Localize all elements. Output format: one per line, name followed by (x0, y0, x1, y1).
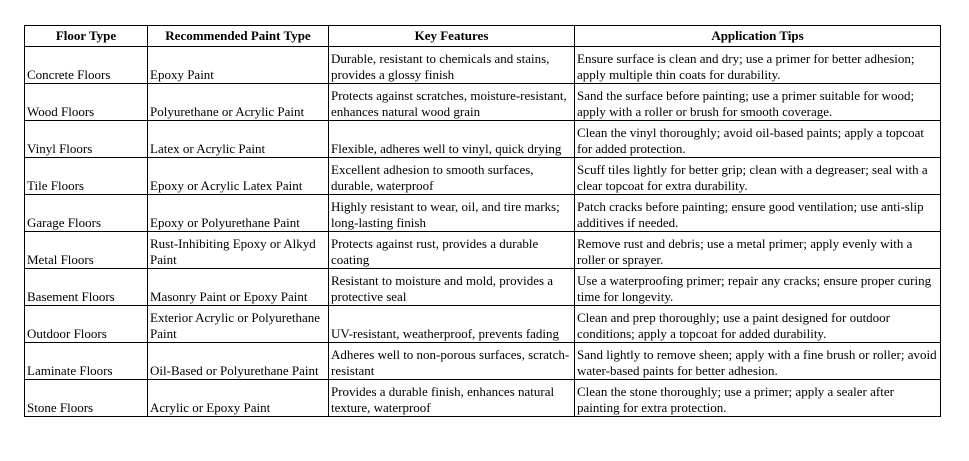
header-application-tips: Application Tips (575, 26, 941, 47)
cell-paint-type: Latex or Acrylic Paint (148, 121, 329, 158)
cell-floor-type: Metal Floors (25, 232, 148, 269)
cell-floor-type: Vinyl Floors (25, 121, 148, 158)
cell-key-features: Durable, resistant to chemicals and stains, provides a glossy finish (329, 47, 575, 84)
cell-key-features: Excellent adhesion to smooth surfaces, durable, waterproof (329, 158, 575, 195)
header-paint-type: Recommended Paint Type (148, 26, 329, 47)
cell-key-features: Resistant to moisture and mold, provides a protective seal (329, 269, 575, 306)
cell-key-features: Adheres well to non-porous surfaces, scratch-resistant (329, 343, 575, 380)
floor-paint-table (24, 25, 941, 417)
cell-paint-type: Epoxy or Acrylic Latex Paint (148, 158, 329, 195)
cell-key-features: Flexible, adheres well to vinyl, quick drying (329, 121, 575, 158)
paint-table-container (24, 25, 941, 417)
cell-paint-type: Rust-Inhibiting Epoxy or Alkyd Paint (148, 232, 329, 269)
header-row (25, 26, 941, 47)
cell-application-tips: Sand the surface before painting; use a primer suitable for wood; apply with a roller or brush for smooth coverage. (575, 84, 941, 121)
header-floor-type: Floor Type (25, 26, 148, 47)
table-row (25, 343, 941, 380)
cell-key-features: Protects against scratches, moisture-resistant, enhances natural wood grain (329, 84, 575, 121)
cell-application-tips: Ensure surface is clean and dry; use a primer for better adhesion; apply multiple thin coats for durability. (575, 47, 941, 84)
cell-key-features: Protects against rust, provides a durable coating (329, 232, 575, 269)
cell-paint-type: Oil-Based or Polyurethane Paint (148, 343, 329, 380)
table-row (25, 121, 941, 158)
cell-application-tips: Clean the stone thoroughly; use a primer; apply a sealer after painting for extra protection. (575, 380, 941, 417)
table-row (25, 232, 941, 269)
cell-application-tips: Scuff tiles lightly for better grip; clean with a degreaser; seal with a clear topcoat for extra durability. (575, 158, 941, 195)
cell-floor-type: Concrete Floors (25, 47, 148, 84)
cell-floor-type: Tile Floors (25, 158, 148, 195)
table-row (25, 306, 941, 343)
cell-application-tips: Remove rust and debris; use a metal primer; apply evenly with a roller or sprayer. (575, 232, 941, 269)
cell-key-features: Highly resistant to wear, oil, and tire marks; long-lasting finish (329, 195, 575, 232)
cell-key-features: UV-resistant, weatherproof, prevents fading (329, 306, 575, 343)
cell-paint-type: Acrylic or Epoxy Paint (148, 380, 329, 417)
cell-application-tips: Clean and prep thoroughly; use a paint designed for outdoor conditions; apply a topcoat for added durability. (575, 306, 941, 343)
cell-floor-type: Wood Floors (25, 84, 148, 121)
cell-floor-type: Outdoor Floors (25, 306, 148, 343)
cell-key-features: Provides a durable finish, enhances natural texture, waterproof (329, 380, 575, 417)
cell-paint-type: Epoxy or Polyurethane Paint (148, 195, 329, 232)
cell-paint-type: Masonry Paint or Epoxy Paint (148, 269, 329, 306)
table-row (25, 84, 941, 121)
cell-floor-type: Stone Floors (25, 380, 148, 417)
cell-application-tips: Use a waterproofing primer; repair any cracks; ensure proper curing time for longevity. (575, 269, 941, 306)
cell-application-tips: Sand lightly to remove sheen; apply with a fine brush or roller; avoid water-based paints for better adhesion. (575, 343, 941, 380)
cell-application-tips: Patch cracks before painting; ensure good ventilation; use anti-slip additives if needed. (575, 195, 941, 232)
table-row (25, 47, 941, 84)
table-row (25, 380, 941, 417)
table-row (25, 195, 941, 232)
cell-floor-type: Laminate Floors (25, 343, 148, 380)
cell-floor-type: Basement Floors (25, 269, 148, 306)
cell-paint-type: Epoxy Paint (148, 47, 329, 84)
cell-application-tips: Clean the vinyl thoroughly; avoid oil-based paints; apply a topcoat for added protection. (575, 121, 941, 158)
header-key-features: Key Features (329, 26, 575, 47)
cell-floor-type: Garage Floors (25, 195, 148, 232)
table-row (25, 158, 941, 195)
cell-paint-type: Exterior Acrylic or Polyurethane Paint (148, 306, 329, 343)
cell-paint-type: Polyurethane or Acrylic Paint (148, 84, 329, 121)
table-row (25, 269, 941, 306)
